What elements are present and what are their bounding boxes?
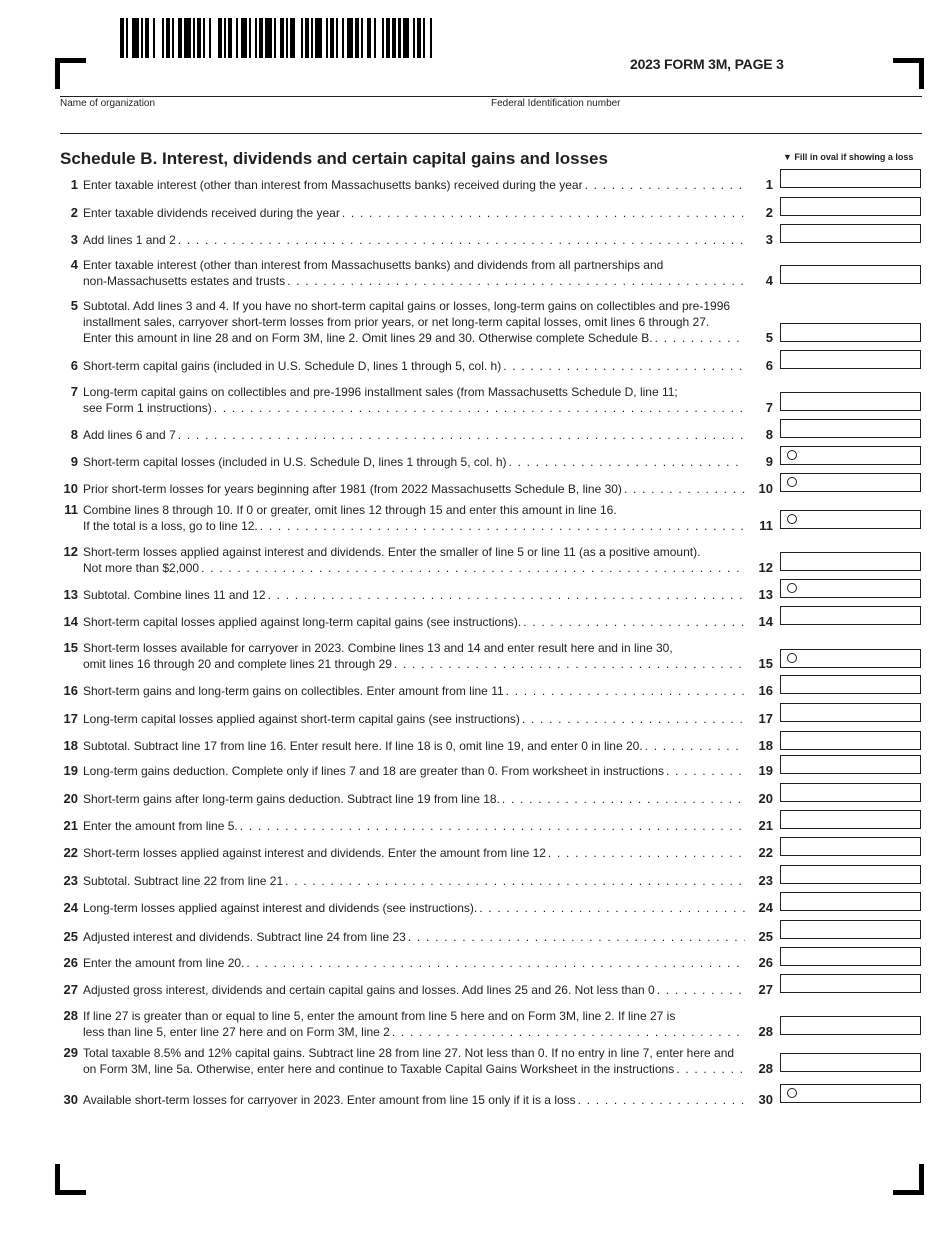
barcode	[120, 18, 438, 58]
line-number: 18	[63, 738, 78, 753]
line-description	[83, 232, 773, 248]
line-number: 25	[63, 929, 78, 944]
amount-field-line-30[interactable]	[780, 1084, 921, 1103]
leader-dots	[666, 763, 745, 779]
line-reference-number: 27	[758, 982, 773, 997]
amount-field-line-19[interactable]	[780, 755, 921, 774]
line-description	[83, 711, 773, 727]
loss-oval-icon[interactable]	[787, 1088, 797, 1098]
line-number: 1	[70, 177, 78, 192]
line-text: Subtotal. Combine lines 11 and 12	[83, 588, 266, 602]
line-description	[83, 1092, 773, 1108]
amount-field-line-22[interactable]	[780, 837, 921, 856]
line-reference-number: 3	[765, 232, 773, 247]
line-text: omit lines 16 through 20 and complete lines 21 through 29	[83, 657, 392, 671]
line-description	[83, 257, 773, 289]
amount-field-line-2[interactable]	[780, 197, 921, 216]
line-description	[83, 587, 773, 603]
line-text: Not more than $2,000	[83, 561, 200, 575]
line-text: Short-term losses applied against interest and dividends. Enter the smaller of line 5 or line 11 (as a positive amount).	[83, 545, 701, 559]
line-text: Subtotal. Subtract line 22 from line 21	[83, 874, 284, 888]
line-reference-number: 28	[758, 1024, 773, 1039]
line-reference-number: 5	[765, 330, 773, 345]
leader-dots	[655, 330, 745, 346]
amount-field-line-24[interactable]	[780, 892, 921, 911]
registration-mark-bottom-left	[55, 1164, 86, 1195]
line-reference-number: 13	[758, 587, 773, 602]
amount-field-line-5[interactable]	[780, 323, 921, 342]
line-text: Prior short-term losses for years beginning after 1981 (from 2022 Massachusetts Schedule B, line 30)	[83, 482, 622, 496]
line-description	[83, 955, 773, 971]
leader-dots	[624, 481, 745, 497]
line-text: Long-term capital losses applied against short-term capital gains (see instructions)	[83, 712, 520, 726]
line-description	[83, 205, 773, 221]
line-reference-number: 11	[759, 518, 773, 533]
line-number: 22	[63, 845, 78, 860]
line-number: 10	[63, 481, 78, 496]
amount-field-line-3[interactable]	[780, 224, 921, 243]
line-text: Subtotal. Subtract line 17 from line 16. Enter result here. If line 18 is 0, omit line 19, and enter 0 in line 20.	[83, 739, 643, 753]
line-description	[83, 791, 773, 807]
registration-mark-bottom-right	[893, 1164, 924, 1195]
line-text: Long-term losses applied against interest and dividends (see instructions).	[83, 901, 478, 915]
leader-dots	[178, 427, 745, 443]
line-description	[83, 982, 773, 998]
oval-instruction-note: ▼ Fill in oval if showing a loss	[783, 152, 914, 162]
line-text: Short-term losses available for carryover in 2023. Combine lines 13 and 14 and enter result here and in line 30,	[83, 641, 673, 655]
line-text: on Form 3M, line 5a. Otherwise, enter here and continue to Taxable Capital Gains Worksheet in the instructions	[83, 1062, 675, 1076]
amount-field-line-7[interactable]	[780, 392, 921, 411]
line-text: non-Massachusetts estates and trusts	[83, 274, 286, 288]
line-description	[83, 1008, 773, 1040]
amount-field-line-25[interactable]	[780, 920, 921, 939]
line-description	[83, 845, 773, 861]
line-description	[83, 640, 773, 672]
line-reference-number: 14	[758, 614, 773, 629]
leader-dots	[585, 177, 745, 193]
line-reference-number: 30	[758, 1092, 773, 1107]
barcode-bar	[432, 18, 438, 58]
leader-dots	[408, 929, 745, 945]
line-reference-number: 16	[758, 683, 773, 698]
line-number: 4	[70, 257, 78, 272]
line-reference-number: 12	[758, 560, 773, 575]
leader-dots	[246, 955, 745, 971]
line-number: 24	[63, 900, 78, 915]
line-text: installment sales, carryover short-term losses from prior years, or net long-term capital losses, omit lines 6 through 27.	[83, 315, 710, 329]
leader-dots	[657, 982, 745, 998]
loss-oval-icon[interactable]	[787, 450, 797, 460]
loss-oval-icon[interactable]	[787, 583, 797, 593]
leader-dots	[178, 232, 745, 248]
leader-dots	[201, 560, 745, 576]
amount-field-line-14[interactable]	[780, 606, 921, 625]
loss-oval-icon[interactable]	[787, 477, 797, 487]
line-number: 20	[63, 791, 78, 806]
line-number: 27	[63, 982, 78, 997]
line-text: Total taxable 8.5% and 12% capital gains. Subtract line 28 from line 27. Not less than 0. If no entry in line 7, enter here and	[83, 1046, 735, 1060]
schedule-title: Schedule B. Interest, dividends and certain capital gains and losses	[60, 149, 608, 168]
leader-dots	[548, 845, 745, 861]
line-reference-number: 1	[765, 177, 773, 192]
line-reference-number: 20	[758, 791, 773, 806]
line-description	[83, 873, 773, 889]
line-number: 11	[64, 502, 78, 517]
line-reference-number: 6	[765, 358, 773, 373]
line-text: Long-term capital gains on collectibles and pre-1996 installment sales (from Massachusetts Schedule D, line 11;	[83, 385, 678, 399]
line-description	[83, 177, 773, 193]
line-description	[83, 454, 773, 470]
line-number: 9	[70, 454, 78, 469]
line-number: 19	[63, 763, 78, 778]
line-reference-number: 22	[758, 845, 773, 860]
line-reference-number: 21	[758, 818, 773, 833]
line-text: If line 27 is greater than or equal to line 5, enter the amount from line 5 here and on Form 3M, line 2. If line 27 is	[83, 1009, 676, 1023]
line-description	[83, 614, 773, 630]
registration-mark-top-right	[893, 58, 924, 89]
line-text: Enter the amount from line 20.	[83, 956, 245, 970]
line-number: 23	[63, 873, 78, 888]
line-reference-number: 10	[758, 481, 773, 496]
amount-field-line-18[interactable]	[780, 731, 921, 750]
line-text: Short-term capital losses applied against long-term capital gains (see instructions).	[83, 615, 522, 629]
line-number: 15	[63, 640, 78, 655]
line-number: 26	[63, 955, 78, 970]
line-number: 28	[63, 1008, 78, 1023]
amount-field-line-1[interactable]	[780, 169, 921, 188]
line-text: Available short-term losses for carryover in 2023. Enter amount from line 15 only if it is a loss	[83, 1093, 576, 1107]
line-text: Short-term capital gains (included in U.S. Schedule D, lines 1 through 5, col. h)	[83, 359, 502, 373]
amount-field-line-15[interactable]	[780, 649, 921, 668]
amount-field-line-29[interactable]	[780, 1053, 921, 1072]
line-number: 16	[63, 683, 78, 698]
leader-dots	[523, 614, 745, 630]
line-reference-number: 15	[758, 656, 773, 671]
registration-mark-top-left	[55, 58, 86, 89]
amount-field-line-21[interactable]	[780, 810, 921, 829]
leader-dots	[392, 1024, 745, 1040]
loss-oval-icon[interactable]	[787, 514, 797, 524]
amount-field-line-11[interactable]	[780, 510, 921, 529]
line-number: 14	[63, 614, 78, 629]
line-number: 6	[70, 358, 78, 373]
line-description	[83, 481, 773, 497]
line-text: Short-term gains and long-term gains on collectibles. Enter amount from line 11	[83, 684, 504, 698]
line-text: less than line 5, enter line 27 here and on Form 3M, line 2	[83, 1025, 390, 1039]
line-reference-number: 9	[765, 454, 773, 469]
line-reference-number: 4	[765, 273, 773, 288]
leader-dots	[260, 518, 745, 534]
amount-field-line-20[interactable]	[780, 783, 921, 802]
amount-field-line-16[interactable]	[780, 675, 921, 694]
line-number: 12	[63, 544, 78, 559]
line-description	[83, 683, 773, 699]
line-number: 2	[70, 205, 78, 220]
line-text: If the total is a loss, go to line 12.	[83, 519, 258, 533]
amount-field-line-23[interactable]	[780, 865, 921, 884]
leader-dots	[268, 587, 745, 603]
line-text: Long-term gains deduction. Complete only if lines 7 and 18 are greater than 0. From worksheet in instructions	[83, 764, 664, 778]
amount-field-line-8[interactable]	[780, 419, 921, 438]
line-reference-number: 19	[758, 763, 773, 778]
line-description	[83, 502, 773, 534]
amount-field-line-26[interactable]	[780, 947, 921, 966]
amount-field-line-10[interactable]	[780, 473, 921, 492]
line-text: Combine lines 8 through 10. If 0 or greater, omit lines 12 through 15 and enter this amount in line 16.	[83, 503, 617, 517]
header-top-rule	[60, 96, 922, 97]
federal-id-label: Federal Identification number	[491, 98, 621, 109]
amount-field-line-12[interactable]	[780, 552, 921, 571]
name-of-organization-label: Name of organization	[60, 98, 156, 109]
line-text: Adjusted interest and dividends. Subtract line 24 from line 23	[83, 930, 406, 944]
line-text: Short-term capital losses (included in U.S. Schedule D, lines 1 through 5, col. h)	[83, 455, 507, 469]
line-number: 17	[63, 711, 78, 726]
line-reference-number: 18	[758, 738, 773, 753]
line-text: Enter taxable interest (other than interest from Massachusetts banks) and dividends from all partnerships and	[83, 258, 664, 272]
leader-dots	[342, 205, 745, 221]
line-text: Add lines 6 and 7	[83, 428, 176, 442]
line-number: 29	[63, 1045, 78, 1060]
amount-field-line-17[interactable]	[780, 703, 921, 722]
line-text: Subtotal. Add lines 3 and 4. If you have no short-term capital gains or losses, long-term gains on collectibles and pre-1996	[83, 299, 731, 313]
leader-dots	[240, 818, 745, 834]
line-text: Short-term gains after long-term gains deduction. Subtract line 19 from line 18.	[83, 792, 500, 806]
line-description	[83, 358, 773, 374]
line-description	[83, 900, 773, 916]
amount-field-line-9[interactable]	[780, 446, 921, 465]
leader-dots	[394, 656, 745, 672]
line-description	[83, 544, 773, 576]
line-reference-number: 23	[758, 873, 773, 888]
leader-dots	[509, 454, 745, 470]
leader-dots	[676, 1061, 745, 1077]
leader-dots	[285, 873, 745, 889]
line-text: Enter taxable dividends received during the year	[83, 206, 340, 220]
line-description	[83, 763, 773, 779]
leader-dots	[479, 900, 745, 916]
line-reference-number: 26	[758, 955, 773, 970]
line-number: 21	[63, 818, 78, 833]
line-reference-number: 25	[758, 929, 773, 944]
amount-field-line-6[interactable]	[780, 350, 921, 369]
leader-dots	[506, 683, 745, 699]
line-number: 30	[63, 1092, 78, 1107]
line-reference-number: 17	[758, 711, 773, 726]
leader-dots	[578, 1092, 745, 1108]
line-text: Enter this amount in line 28 and on Form 3M, line 2. Omit lines 29 and 30. Otherwise complete Schedule B.	[83, 331, 653, 345]
line-reference-number: 7	[765, 400, 773, 415]
form-page-id: 2023 FORM 3M, PAGE 3	[630, 56, 784, 72]
line-description	[83, 818, 773, 834]
header-bottom-rule	[60, 133, 922, 134]
line-number: 5	[70, 298, 78, 313]
line-reference-number: 24	[758, 900, 773, 915]
leader-dots	[522, 711, 745, 727]
line-description	[83, 1045, 773, 1077]
line-number: 7	[70, 384, 78, 399]
line-text: Enter taxable interest (other than interest from Massachusetts banks) received during the year	[83, 178, 583, 192]
line-description	[83, 738, 773, 754]
line-description	[83, 929, 773, 945]
loss-oval-icon[interactable]	[787, 653, 797, 663]
line-description	[83, 298, 773, 346]
amount-field-line-28[interactable]	[780, 1016, 921, 1035]
line-text: Enter the amount from line 5.	[83, 819, 238, 833]
amount-field-line-4[interactable]	[780, 265, 921, 284]
leader-dots	[214, 400, 745, 416]
leader-dots	[645, 738, 745, 754]
leader-dots	[503, 358, 745, 374]
line-description	[83, 427, 773, 443]
line-number: 8	[70, 427, 78, 442]
amount-field-line-27[interactable]	[780, 974, 921, 993]
line-reference-number: 8	[765, 427, 773, 442]
line-text: Add lines 1 and 2	[83, 233, 176, 247]
line-description	[83, 384, 773, 416]
line-reference-number: 2	[765, 205, 773, 220]
amount-field-line-13[interactable]	[780, 579, 921, 598]
line-text: see Form 1 instructions)	[83, 401, 212, 415]
line-text: Short-term losses applied against interest and dividends. Enter the amount from line 12	[83, 846, 546, 860]
line-number: 13	[63, 587, 78, 602]
line-text: Adjusted gross interest, dividends and certain capital gains and losses. Add lines 25 and 26. Not less than 0	[83, 983, 655, 997]
line-reference-number: 28	[758, 1061, 773, 1076]
line-number: 3	[70, 232, 78, 247]
leader-dots	[287, 273, 745, 289]
leader-dots	[502, 791, 745, 807]
